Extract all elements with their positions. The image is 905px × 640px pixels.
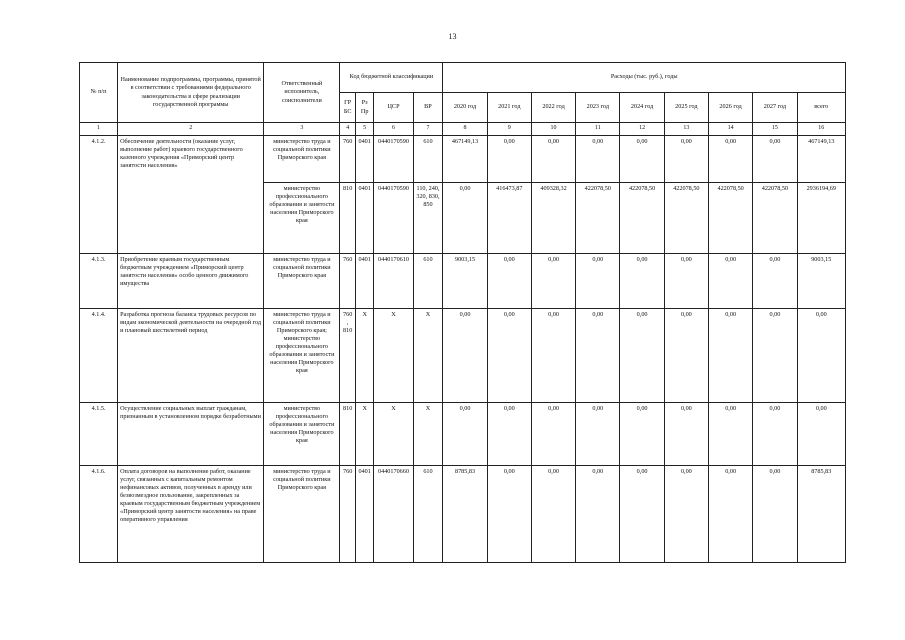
column-number: 16 — [797, 123, 845, 136]
row-value: 0,00 — [531, 135, 575, 182]
row-value: 0,00 — [487, 308, 531, 402]
row-value: 0,00 — [531, 253, 575, 308]
row-rzpr: X — [355, 308, 374, 402]
row-csr: 0440170610 — [374, 253, 413, 308]
table-row — [80, 308, 846, 402]
row-number: 4.1.5. — [80, 402, 118, 465]
row-rzpr: 0401 — [355, 182, 374, 253]
row-value: 0,00 — [531, 402, 575, 465]
header-year: 2026 год — [708, 93, 752, 123]
row-value: 0,00 — [487, 465, 531, 562]
header-year: 2025 год — [664, 93, 708, 123]
row-executor: министерство труда и социальной политики Приморского края; министерство профессионального образования и занятости населения Приморского края — [264, 308, 340, 402]
row-value: 0,00 — [664, 308, 708, 402]
row-number: 4.1.2. — [80, 135, 118, 253]
row-grbs: 760 — [340, 253, 355, 308]
row-name: Оплата договоров на выполнение работ, оказание услуг, связанных с капитальным ремонтом нефинансовых активов, полученных в аренду или безвозмездное пользование, закрепленных за краевым государственным бюджетным учреждением «Приморский центр занятости населения» на праве оперативного управления — [118, 465, 264, 562]
row-value: 467149,13 — [443, 135, 487, 182]
header-year: 2024 год — [620, 93, 664, 123]
row-value: 0,00 — [753, 308, 797, 402]
column-number: 5 — [355, 123, 374, 136]
row-value: 0,00 — [576, 253, 620, 308]
row-value: 422078,50 — [708, 182, 752, 253]
row-value: 0,00 — [620, 253, 664, 308]
row-value: 0,00 — [576, 402, 620, 465]
row-number: 4.1.4. — [80, 308, 118, 402]
row-number: 4.1.3. — [80, 253, 118, 308]
table-row — [80, 135, 846, 182]
header-kbk-vr: ВР — [413, 93, 443, 123]
row-value: 0,00 — [576, 465, 620, 562]
row-grbs: 760, 810 — [340, 308, 355, 402]
row-value: 0,00 — [576, 308, 620, 402]
row-csr: X — [374, 308, 413, 402]
header-kbk-rzpr: Рз Пр — [355, 93, 374, 123]
row-value: 422078,50 — [753, 182, 797, 253]
header-kbk-grbs: ГРБС — [340, 93, 355, 123]
column-number: 8 — [443, 123, 487, 136]
row-csr: X — [374, 402, 413, 465]
column-number: 2 — [118, 123, 264, 136]
header-year: 2020 год — [443, 93, 487, 123]
row-number: 4.1.6. — [80, 465, 118, 562]
column-number: 3 — [264, 123, 340, 136]
row-total: 467149,13 — [797, 135, 845, 182]
row-total: 8785,83 — [797, 465, 845, 562]
header-year: 2022 год — [531, 93, 575, 123]
page-number: 13 — [448, 32, 457, 41]
row-value: 0,00 — [620, 465, 664, 562]
row-value: 422078,50 — [664, 182, 708, 253]
row-value: 0,00 — [753, 402, 797, 465]
row-value: 0,00 — [576, 135, 620, 182]
row-value: 0,00 — [753, 135, 797, 182]
table-row — [80, 465, 846, 562]
row-vr: X — [413, 402, 443, 465]
row-value: 0,00 — [753, 253, 797, 308]
row-executor: министерство профессионального образования и занятости населения Приморского края — [264, 402, 340, 465]
row-grbs: 810 — [340, 182, 355, 253]
row-value: 0,00 — [664, 465, 708, 562]
row-rzpr: 0401 — [355, 253, 374, 308]
row-value: 422078,50 — [576, 182, 620, 253]
budget-table — [79, 62, 846, 563]
row-vr: 610 — [413, 253, 443, 308]
header-year: 2023 год — [576, 93, 620, 123]
header-num: № п/п — [80, 63, 118, 123]
row-value: 0,00 — [753, 465, 797, 562]
row-value: 0,00 — [708, 402, 752, 465]
row-value: 0,00 — [443, 182, 487, 253]
column-number: 9 — [487, 123, 531, 136]
row-csr: 0440170590 — [374, 135, 413, 182]
header-year: 2027 год — [753, 93, 797, 123]
row-value: 0,00 — [664, 402, 708, 465]
row-value: 0,00 — [708, 253, 752, 308]
row-executor: министерство труда и социальной политики Приморского края — [264, 135, 340, 182]
table-row — [80, 253, 846, 308]
row-value: 9003,15 — [443, 253, 487, 308]
row-value: 0,00 — [620, 402, 664, 465]
row-value: 0,00 — [620, 308, 664, 402]
table-header — [80, 63, 846, 136]
row-total: 9003,15 — [797, 253, 845, 308]
row-value: 0,00 — [443, 402, 487, 465]
column-number: 11 — [576, 123, 620, 136]
row-name: Обеспечение деятельности (оказание услуг, выполнение работ) краевого государственного казенного учреждения «Приморский центр занятости населения» — [118, 135, 264, 253]
header-year: 2021 год — [487, 93, 531, 123]
row-csr: 0440170660 — [374, 465, 413, 562]
row-value: 0,00 — [664, 253, 708, 308]
row-value: 0,00 — [620, 135, 664, 182]
column-number: 1 — [80, 123, 118, 136]
row-executor: министерство труда и социальной политики Приморского края — [264, 253, 340, 308]
row-total: 0,00 — [797, 308, 845, 402]
row-value: 0,00 — [531, 308, 575, 402]
column-number: 13 — [664, 123, 708, 136]
column-number: 6 — [374, 123, 413, 136]
row-rzpr: X — [355, 402, 374, 465]
header-kbk-group: Код бюджетной классификации — [340, 63, 443, 93]
header-kbk-csr: ЦСР — [374, 93, 413, 123]
row-value: 416473,87 — [487, 182, 531, 253]
row-total: 0,00 — [797, 402, 845, 465]
column-number: 4 — [340, 123, 355, 136]
header-total: всего — [797, 93, 845, 123]
row-grbs: 810 — [340, 402, 355, 465]
row-vr: 110, 240, 320, 830, 850 — [413, 182, 443, 253]
row-name: Приобретение краевым государственным бюджетным учреждением «Приморский центр занятости населения» особо ценного движимого имущества — [118, 253, 264, 308]
column-number: 15 — [753, 123, 797, 136]
header-name: Наименование подпрограммы, программы, принятой в соответствии с требованиями федерального законодательства в сфере реализации государственной программы — [118, 63, 264, 123]
header-executor: Ответственный исполнитель, соисполнители — [264, 63, 340, 123]
row-value: 0,00 — [487, 135, 531, 182]
row-value: 0,00 — [487, 402, 531, 465]
row-csr: 0440170590 — [374, 182, 413, 253]
row-value: 0,00 — [708, 308, 752, 402]
column-number: 10 — [531, 123, 575, 136]
column-number: 14 — [708, 123, 752, 136]
row-grbs: 760 — [340, 465, 355, 562]
row-name: Осуществление социальных выплат гражданам, признанным в установленном порядке безработными — [118, 402, 264, 465]
row-vr: 610 — [413, 135, 443, 182]
row-value: 422078,50 — [620, 182, 664, 253]
row-rzpr: 0401 — [355, 465, 374, 562]
row-vr: 610 — [413, 465, 443, 562]
row-value: 0,00 — [708, 135, 752, 182]
row-executor: министерство труда и социальной политики Приморского края — [264, 465, 340, 562]
row-value: 0,00 — [443, 308, 487, 402]
row-executor: министерство профессионального образования и занятости населения Приморского края — [264, 182, 340, 253]
column-number: 7 — [413, 123, 443, 136]
row-total: 2936194,69 — [797, 182, 845, 253]
table-body — [80, 135, 846, 562]
row-value: 0,00 — [487, 253, 531, 308]
column-number: 12 — [620, 123, 664, 136]
row-rzpr: 0401 — [355, 135, 374, 182]
row-name: Разработка прогноза баланса трудовых ресурсов по видам экономической деятельности на очередной год и плановый шестилетний период — [118, 308, 264, 402]
row-value: 0,00 — [531, 465, 575, 562]
row-value: 0,00 — [664, 135, 708, 182]
table-row — [80, 402, 846, 465]
row-value: 8785,83 — [443, 465, 487, 562]
header-expenses-group: Расходы (тыс. руб.), годы — [443, 63, 846, 93]
row-value: 0,00 — [708, 465, 752, 562]
row-grbs: 760 — [340, 135, 355, 182]
row-value: 409328,32 — [531, 182, 575, 253]
row-vr: X — [413, 308, 443, 402]
